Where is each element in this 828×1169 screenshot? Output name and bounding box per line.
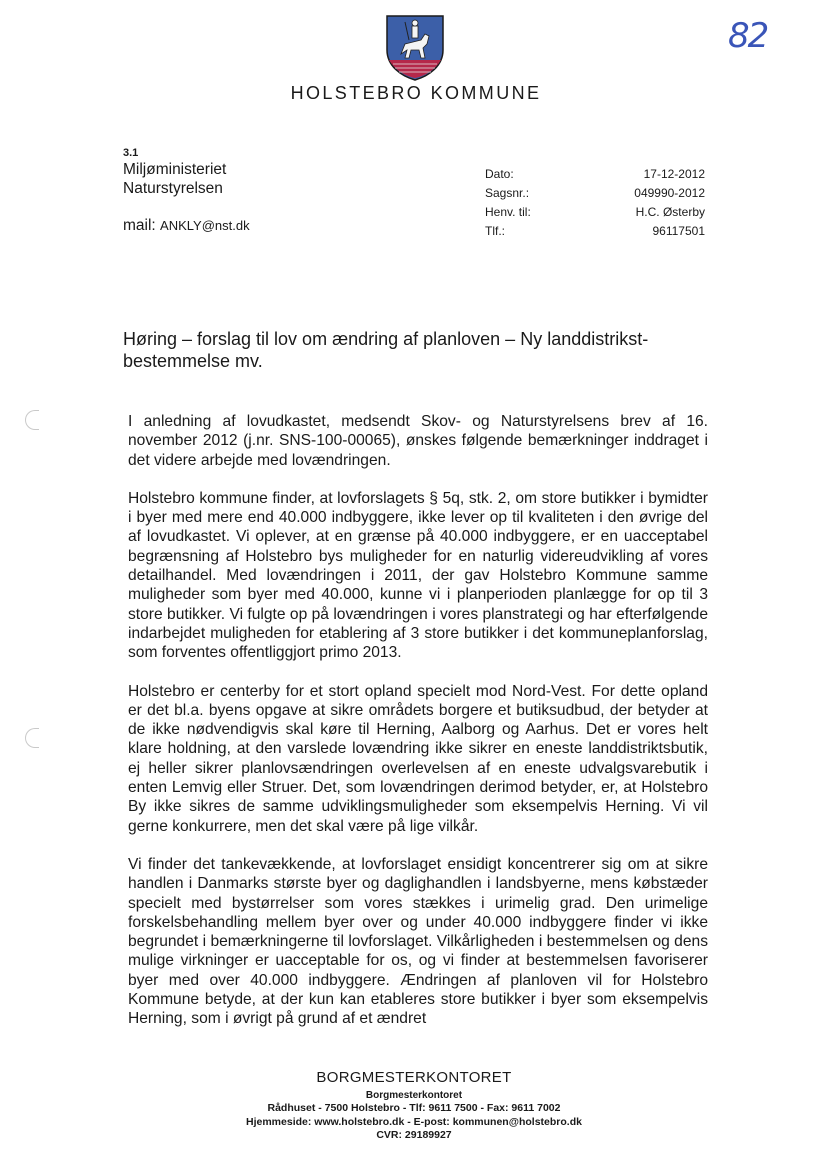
letter-body [128, 412, 708, 1048]
organization-name-text: HOLSTEBRO KOMMUNE [290, 83, 542, 103]
meta-value: H.C. Østerby [635, 205, 705, 219]
meta-row [485, 165, 705, 184]
letter-subject: Høring – forslag til lov om ændring af planloven – Ny landdistrikst-bestemmelse mv. [123, 329, 649, 371]
recipient-agency: Naturstyrelsen [123, 180, 223, 197]
footer-web: Hjemmeside: www.holstebro.dk - E-post: kommunen@holstebro.dk [246, 1115, 582, 1128]
body-paragraph: Holstebro kommune finder, at lovforslagets § 5q, stk. 2, om store butikker i bymidter i byer med mere end 40.000 indbyggere, ikke lever op til kvaliteten i den øvrige del af lovudkastet. Vi oplever, at en grænse på 40.000 indbyggere, er en uacceptabel begrænsning af Holstebro bys muligheder for en naturlig videreudvikling af vores detailhandel. Med lovændringen i 2011, der gav Holstebro Kommune samme muligheder som byer med 40.000, kunne vi i planperioden planlægge for op til 3 store butikker. Vi fulgte op på lovændringen i vores planstrategi og har efterfølgende indarbejdet muligheden for etablering af 3 store butikker i det kommuneplanforslag, som forventes offentliggjort primo 2013. [128, 489, 708, 662]
organization-name [0, 83, 828, 104]
footer-office-sub: Borgmesterkontoret [365, 1090, 463, 1101]
meta-value: 17-12-2012 [643, 167, 705, 181]
meta-row [485, 222, 705, 241]
recipient-mail [123, 217, 250, 235]
mail-label: mail: [123, 217, 156, 234]
body-paragraph: Holstebro er centerby for et stort opland specielt mod Nord-Vest. For dette opland er det bl.a. byens opgave at sikre områdets borgere et butiksudbud, der betyder at de ikke nødvendigvis skal køre til Herning, Aalborg og Aarhus. Det er vores helt klare holdning, at den varslede lovændring ikke sikrer en eneste landdistriktsbutik, ej heller sikrer planlovsændringen overlevelsen af en eneste udvalgsvarebutik i enten Lemvig eller Struer. Det, som lovændringen derimod betyder, er, at Holstebro By ikke sikres de samme udviklingsmuligheder som eksempelvis Herning. Vi vil gerne konkurrere, men det skal være på lige vilkår. [128, 682, 708, 835]
meta-value: 96117501 [652, 224, 705, 238]
meta-row [485, 203, 705, 222]
body-paragraph: Vi finder det tankevækkende, at lovforslaget ensidigt koncentrerer sig om at sikre handlen i Danmarks største byer og daglighandlen i landsbyerne, mens købstæder specielt med bystørrelser som vores stækkes i urimelig grad. Den urimelige forskelsbehandling mellem byer over og under 40.000 indbyggere finder vi ikke begrundet i bemærkningerne til lovforslaget. Vilkårligheden i bestemmelsen og dens mulige virkninger er uacceptable for os, og vi finder at bestemmelsen favoriserer byer med over 40.000 indbyggere. Ændringen af planloven vil for Holstebro Kommune betyde, at der kun kan etableres store butikker i byer som eksempelvis Herning, som i øvrigt på grund af et ændret [128, 855, 708, 1028]
meta-value: 049990-2012 [634, 186, 705, 200]
meta-label: Dato: [485, 167, 514, 181]
meta-label: Sagsnr.: [485, 186, 530, 200]
municipal-coat-of-arms-logo [385, 14, 445, 82]
section-number: 3.1 [123, 147, 139, 159]
mail-address: ANKLY@nst.dk [160, 218, 250, 233]
meta-label: Henv. til: [485, 205, 531, 219]
footer-address: Rådhuset - 7500 Holstebro - Tlf: 9611 7500 - Fax: 9611 7002 [267, 1102, 561, 1114]
recipient-block [123, 146, 250, 235]
letter-footer [0, 1069, 828, 1143]
binder-hole-mark [25, 410, 39, 430]
recipient-ministry: Miljøministeriet [123, 161, 227, 178]
meta-row [485, 184, 705, 203]
footer-cvr: CVR: 29189927 [376, 1129, 452, 1141]
case-metadata [485, 165, 705, 241]
body-paragraph: I anledning af lovudkastet, medsendt Skov- og Naturstyrelsens brev af 16. november 2012 (j.nr. SNS-100-00065), ønskes følgende bemærkninger inddraget i det videre arbejde med lovændringen. [128, 413, 708, 469]
binder-hole-mark [25, 728, 39, 748]
footer-office: BORGMESTERKONTORET [316, 1069, 512, 1086]
handwritten-page-number: 82 [728, 16, 768, 56]
meta-label: Tlf.: [485, 224, 505, 238]
